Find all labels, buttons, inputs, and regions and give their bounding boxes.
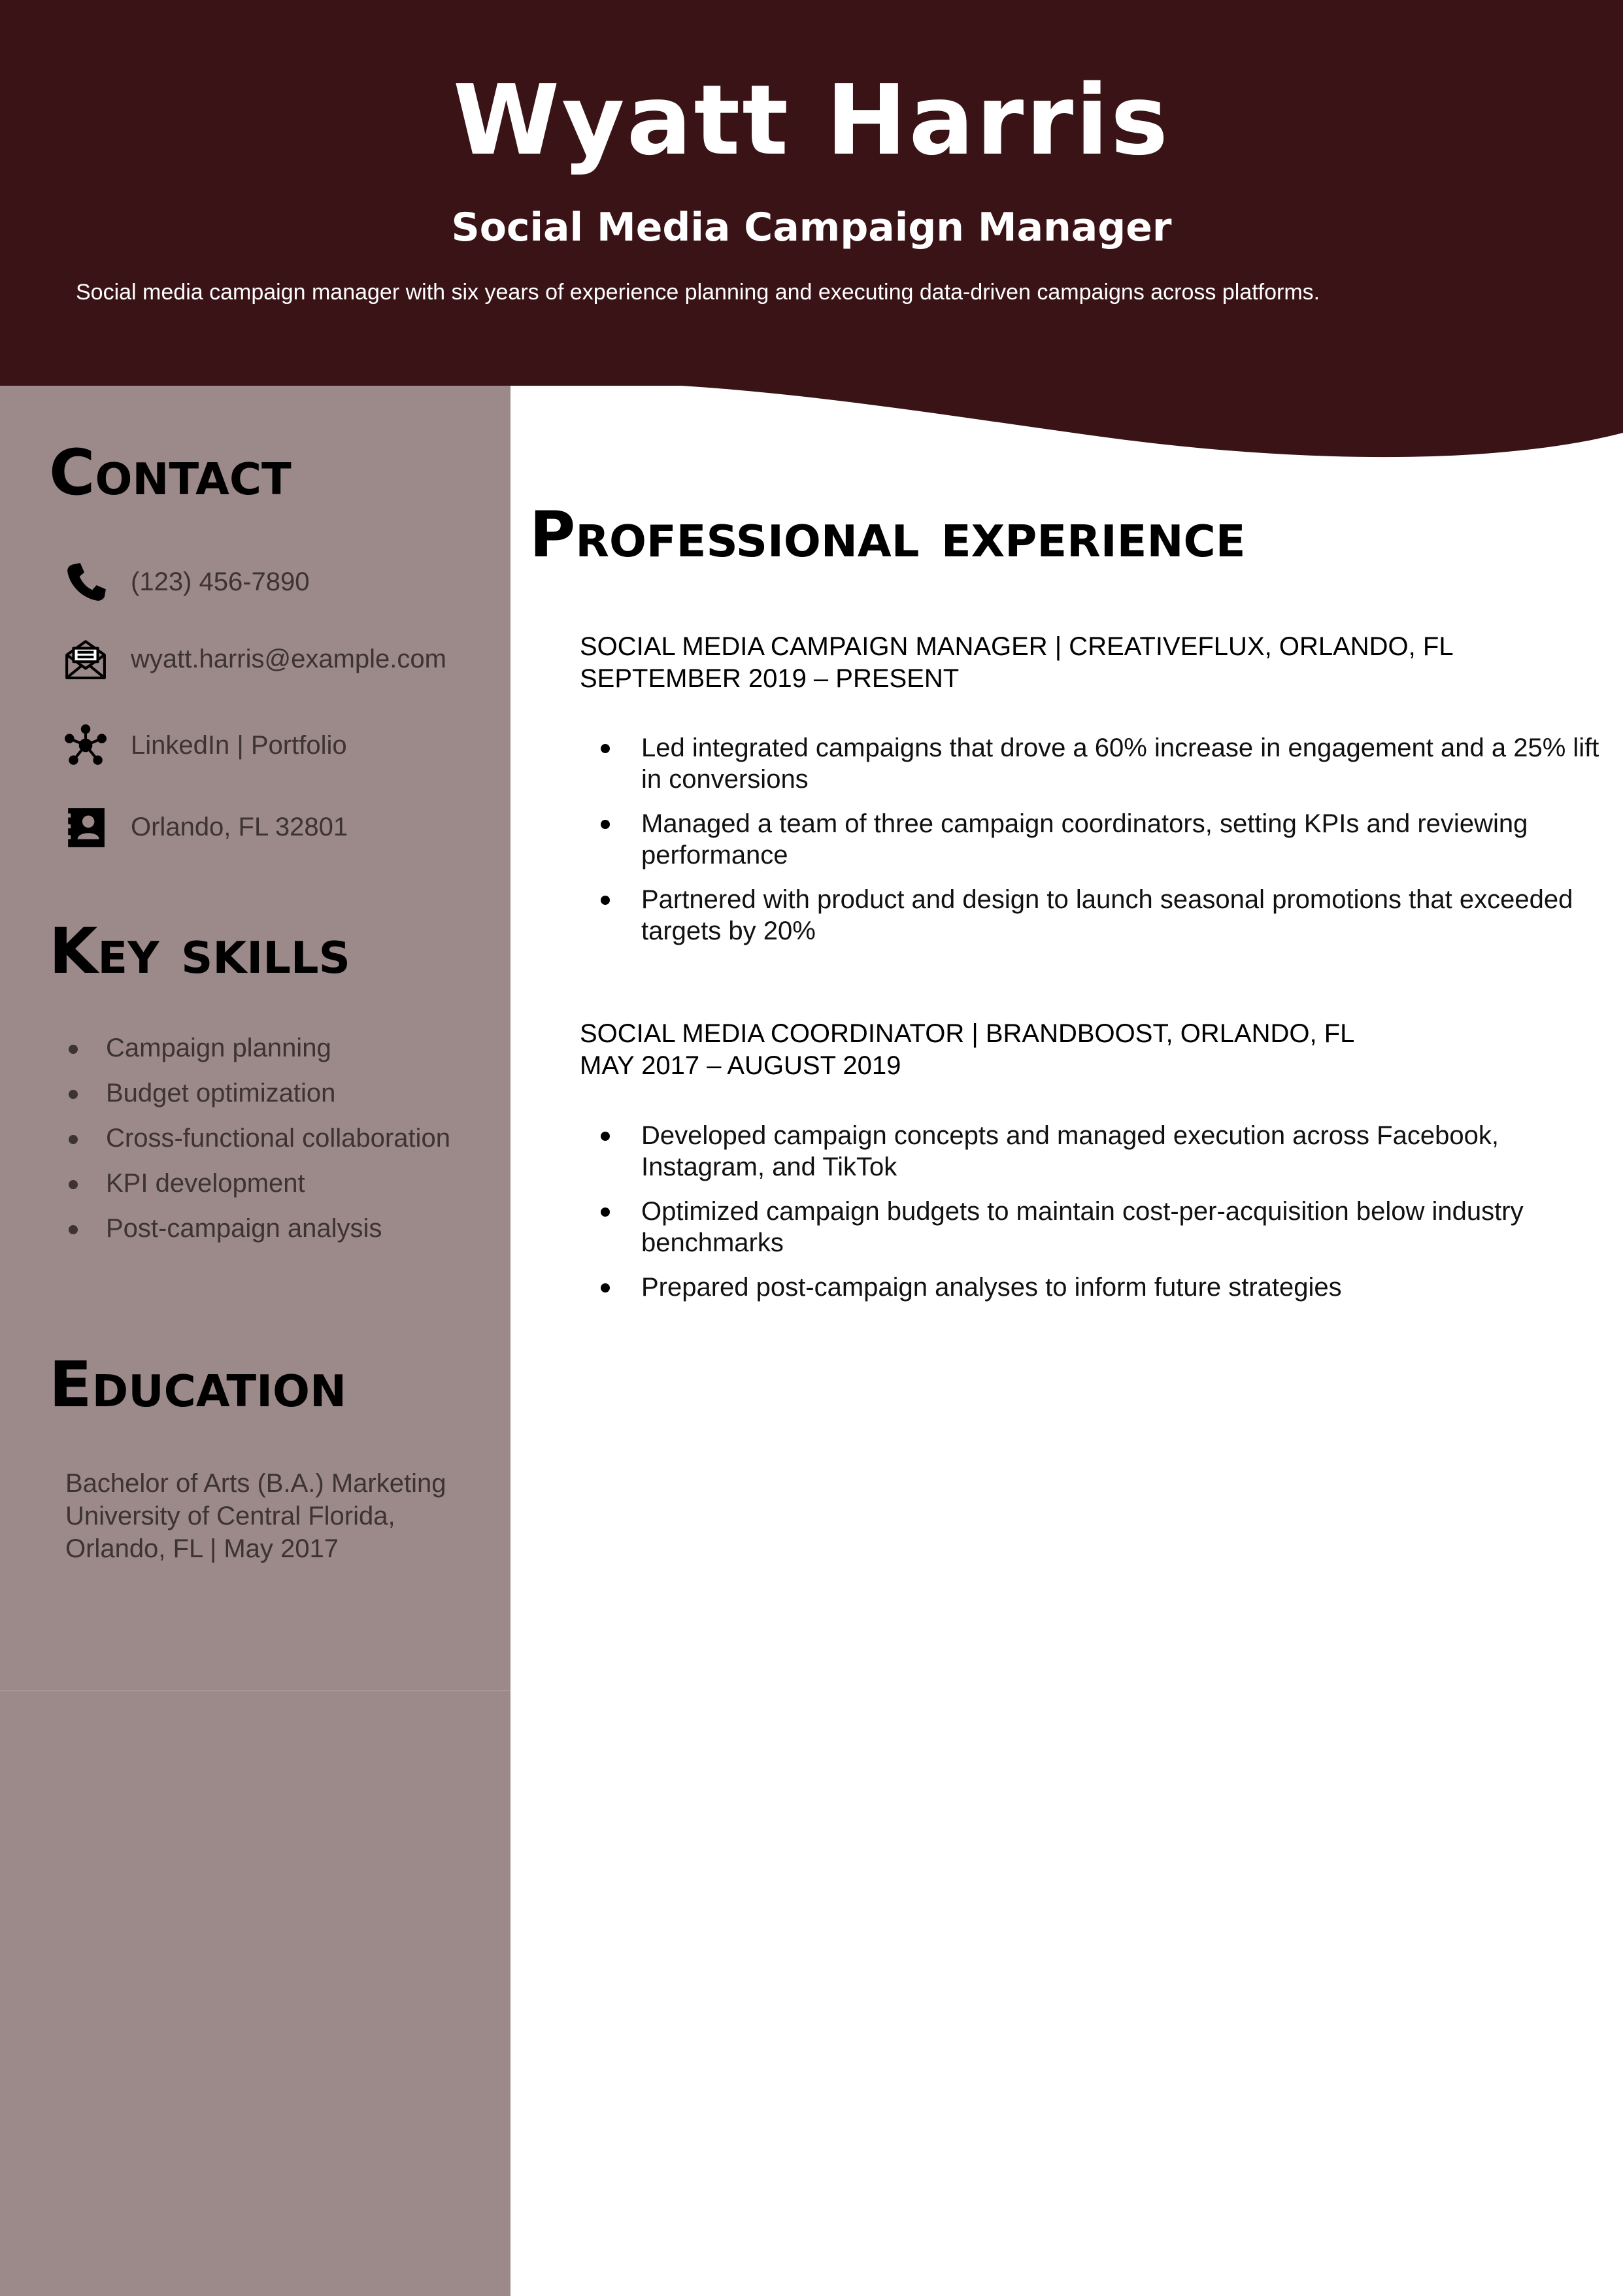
job-bullet: Optimized campaign budgets to maintain cost-per-acquisition below industry benchmarks — [580, 1196, 1599, 1258]
address-book-icon — [63, 804, 109, 850]
candidate-title: Social Media Campaign Manager — [451, 205, 1172, 250]
contact-phone-text: (123) 456-7890 — [131, 567, 310, 596]
contact-email — [63, 633, 446, 685]
skills-list — [65, 1033, 484, 1258]
education-school: University of Central Florida, — [65, 1502, 395, 1530]
contact-location — [63, 801, 348, 853]
experience-heading: Professional experience — [529, 498, 1246, 571]
network-icon — [63, 722, 109, 768]
sidebar-divider — [0, 1690, 510, 1691]
skill-item: Budget optimization — [65, 1078, 484, 1108]
contact-heading: Contact — [49, 436, 292, 509]
job-2-role: SOCIAL MEDIA COORDINATOR | BRANDBOOST, ORLANDO, FL — [580, 1019, 1355, 1048]
contact-location-text: Orlando, FL 32801 — [131, 812, 348, 841]
job-bullet: Led integrated campaigns that drove a 60% increase in engagement and a 25% lift in conversions — [580, 732, 1599, 795]
contact-phone — [63, 556, 310, 608]
job-2-dates: MAY 2017 – AUGUST 2019 — [580, 1051, 901, 1080]
contact-email-text: wyatt.harris@example.com — [131, 644, 446, 673]
job-2-bullets — [580, 1120, 1599, 1316]
header-banner — [0, 0, 1623, 386]
skill-item: Cross-functional collaboration — [65, 1123, 484, 1153]
skill-item: Campaign planning — [65, 1033, 484, 1063]
education-degree: Bachelor of Arts (B.A.) Marketing — [65, 1469, 446, 1498]
skill-item: KPI development — [65, 1168, 484, 1198]
education-location-date: Orlando, FL | May 2017 — [65, 1534, 339, 1563]
skill-item: Post-campaign analysis — [65, 1213, 484, 1243]
job-1-role: SOCIAL MEDIA CAMPAIGN MANAGER | CREATIVEFLUX, ORLANDO, FL — [580, 632, 1454, 661]
education-block — [65, 1467, 484, 1565]
contact-links-text: LinkedIn | Portfolio — [131, 730, 347, 760]
job-bullet: Developed campaign concepts and managed execution across Facebook, Instagram, and TikTok — [580, 1120, 1599, 1183]
job-1-bullets — [580, 732, 1599, 960]
job-bullet: Managed a team of three campaign coordinators, setting KPIs and reviewing performance — [580, 808, 1599, 871]
summary-text: Social media campaign manager with six years of experience planning and executing data-driven campaigns across platforms. — [76, 280, 1320, 305]
phone-icon — [63, 559, 109, 605]
job-bullet: Partnered with product and design to launch seasonal promotions that exceeded targets by 20% — [580, 884, 1599, 947]
candidate-name: Wyatt Harris — [452, 64, 1171, 177]
job-1-dates: SEPTEMBER 2019 – PRESENT — [580, 664, 960, 693]
contact-links — [63, 719, 347, 771]
job-bullet: Prepared post-campaign analyses to inform future strategies — [580, 1272, 1599, 1303]
education-heading: Education — [49, 1348, 347, 1421]
skills-heading: Key skills — [49, 915, 350, 988]
envelope-icon — [63, 636, 109, 682]
